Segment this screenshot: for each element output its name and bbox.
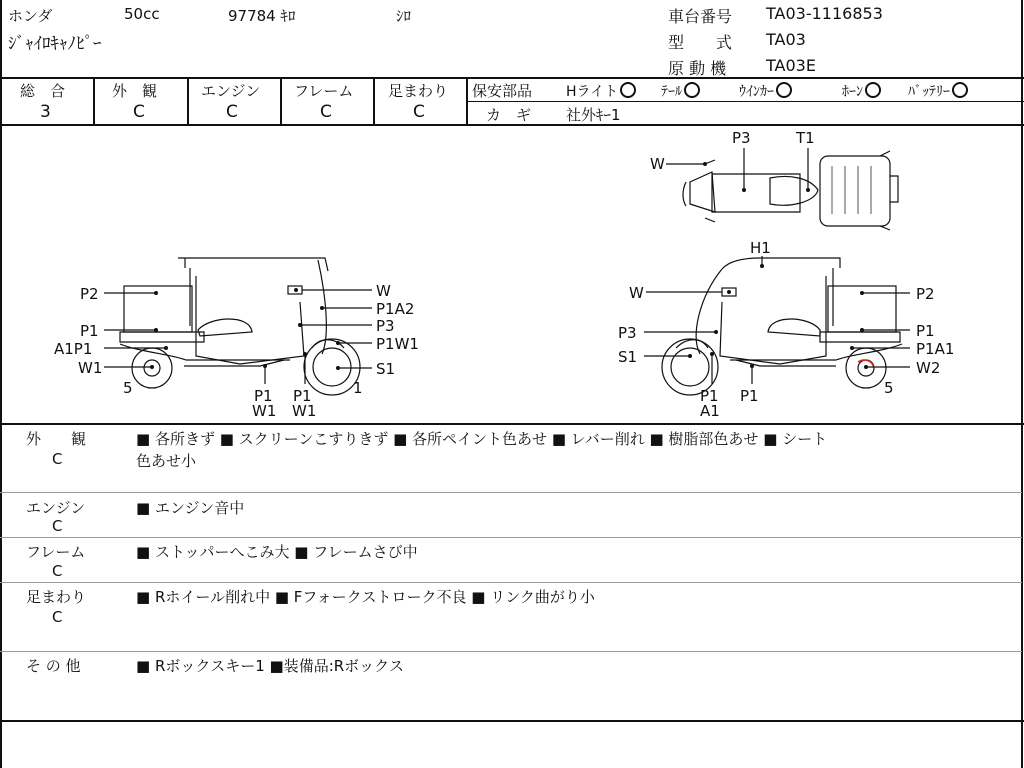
suspension-grade: C <box>413 102 425 122</box>
safety-title: 保安部品 <box>472 82 533 100</box>
exterior-grade-label: 外 観 <box>112 82 158 100</box>
frame-grade: C <box>320 102 332 122</box>
frame-no-label: 車台番号 <box>668 7 733 26</box>
left-w-label: W <box>376 282 391 300</box>
right-five-label: 5 <box>884 379 894 397</box>
frame-bottom-border <box>0 720 1024 722</box>
color: ｼﾛ <box>396 7 412 25</box>
remark-exterior-label: 外 観 <box>26 430 87 448</box>
battery-ok-circle-icon <box>952 82 968 98</box>
maker-name: ホンダ <box>8 7 53 25</box>
engine-model-label: 原 動 機 <box>668 59 727 78</box>
right-bottom-p1b-label: P1 <box>740 387 759 405</box>
top-t1-label: T1 <box>796 129 815 147</box>
remark-exterior-line1: ■ 各所きず ■ スクリーンこすりきず ■ 各所ペイント色あせ ■ レバー削れ ■ 樹脂部色あせ ■ シート <box>136 430 828 448</box>
remark-divider-1 <box>0 492 1022 493</box>
remark-other-line1: ■ Rボックスキー1 ■装備品:Rボックス <box>136 657 405 675</box>
headlight-label: Hライト <box>566 84 619 100</box>
right-p2-label: P2 <box>916 285 935 303</box>
remark-suspension-grade: C <box>52 608 63 626</box>
left-p1w1-label: P1W1 <box>376 335 419 353</box>
left-view-callouts <box>54 282 419 420</box>
horn-label: ﾎｰﾝ <box>842 84 863 100</box>
key-label: カ ギ <box>486 106 532 124</box>
winker-ok-circle-icon <box>776 82 792 98</box>
right-view-callouts <box>618 239 954 420</box>
right-s1-label: S1 <box>618 348 638 366</box>
engine-grade: C <box>226 102 238 122</box>
exterior-grade: C <box>133 102 145 122</box>
right-h1-label: H1 <box>750 239 771 257</box>
remark-other-label: そ の 他 <box>26 657 81 675</box>
right-p3-label: P3 <box>618 324 637 342</box>
safety-tail <box>661 81 700 101</box>
grade-row-divider <box>466 101 1024 102</box>
left-p3-label: P3 <box>376 317 395 335</box>
right-w-label: W <box>629 284 644 302</box>
remark-divider-2 <box>0 537 1022 538</box>
horn-ok-circle-icon <box>865 82 881 98</box>
tail-ok-circle-icon <box>684 82 700 98</box>
winker-label: ｳｲﾝｶｰ <box>739 84 774 100</box>
scooter-right-side-view <box>662 258 902 395</box>
left-one-label: 1 <box>353 379 363 397</box>
remark-exterior-line2: 色あせ小 <box>136 452 197 470</box>
top-p3-label: P3 <box>732 129 751 147</box>
right-bottom-a1-label: A1 <box>700 402 720 420</box>
grade-col-divider-4 <box>373 78 375 125</box>
top-view-callouts <box>650 129 815 192</box>
safety-horn <box>842 81 881 101</box>
remark-frame-grade: C <box>52 562 63 580</box>
left-p2-label: P2 <box>80 285 99 303</box>
remark-exterior-grade: C <box>52 450 63 468</box>
left-s1-label: S1 <box>376 360 396 378</box>
left-bottom-p1a-label: P1 <box>254 387 273 405</box>
grade-col-divider-3 <box>280 78 282 125</box>
engine-grade-label: エンジン <box>201 82 261 100</box>
tail-label: ﾃｰﾙ <box>661 84 682 100</box>
frame-grade-label: フレーム <box>294 82 354 100</box>
remark-engine-label: エンジン <box>26 499 86 517</box>
safety-battery <box>908 81 968 101</box>
remark-divider-3 <box>0 582 1022 583</box>
left-bottom-p1b-label: P1 <box>293 387 312 405</box>
damage-diagram <box>0 126 1022 422</box>
right-p1-label: P1 <box>916 322 935 340</box>
left-w1-label: W1 <box>78 359 103 377</box>
battery-label: ﾊﾞｯﾃﾘｰ <box>908 84 950 100</box>
type-label: 型 式 <box>668 33 733 52</box>
grade-col-divider-2 <box>187 78 189 125</box>
right-w2-label: W2 <box>916 359 941 377</box>
remark-frame-label: フレーム <box>26 543 86 561</box>
suspension-grade-label: 足まわり <box>388 82 449 100</box>
remark-suspension-line1: ■ Rホイール削れ中 ■ Fフォークストローク不良 ■ リンク曲がり小 <box>136 588 595 606</box>
left-a1p1-label: A1P1 <box>54 340 93 358</box>
header-divider <box>0 77 1024 79</box>
headlight-ok-circle-icon <box>620 82 636 98</box>
displacement: 50cc <box>124 5 160 23</box>
key-value: 社外ｷｰ1 <box>566 106 621 124</box>
right-bottom-p1a-label: P1 <box>700 387 719 405</box>
right-p1a1-label: P1A1 <box>916 340 955 358</box>
grade-col-divider-5 <box>466 78 468 125</box>
remark-engine-line1: ■ エンジン音中 <box>136 499 245 517</box>
left-five-label: 5 <box>123 379 133 397</box>
top-w-label: W <box>650 155 665 173</box>
safety-headlight <box>566 81 636 101</box>
mileage: 97784 ｷﾛ <box>228 7 296 25</box>
remark-suspension-label: 足まわり <box>26 588 87 606</box>
safety-winker <box>739 81 792 101</box>
diagram-bottom-divider <box>0 423 1024 425</box>
model-name: ｼﾞｬｲﾛｷｬﾉﾋﾟｰ <box>8 34 102 54</box>
remark-frame-line1: ■ ストッパーへこみ大 ■ フレームさび中 <box>136 543 418 561</box>
left-p1-label: P1 <box>80 322 99 340</box>
engine-model: TA03E <box>766 56 816 75</box>
left-p1a2-label: P1A2 <box>376 300 415 318</box>
remark-divider-4 <box>0 651 1022 652</box>
remark-engine-grade: C <box>52 517 63 535</box>
left-bottom-w1a-label: W1 <box>252 402 277 420</box>
scooter-left-side-view <box>120 258 360 395</box>
overall-grade-label: 総 合 <box>20 82 66 100</box>
left-bottom-w1b-label: W1 <box>292 402 317 420</box>
overall-grade: 3 <box>40 102 51 122</box>
frame-no: TA03-1116853 <box>766 4 883 23</box>
grade-col-divider-1 <box>93 78 95 125</box>
scooter-top-view <box>683 151 898 230</box>
type-value: TA03 <box>766 30 806 49</box>
